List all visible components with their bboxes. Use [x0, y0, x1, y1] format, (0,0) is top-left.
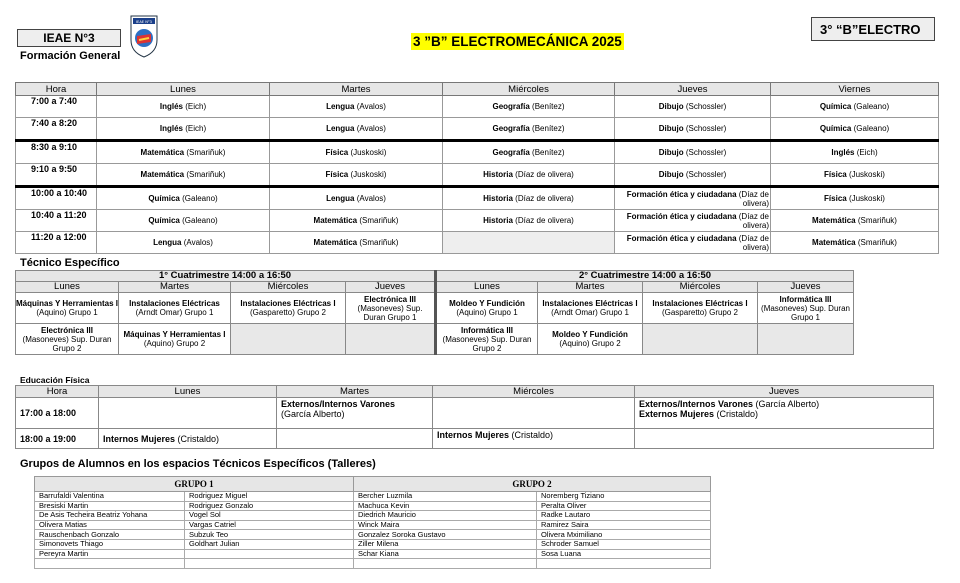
student-name: Olivera Matias	[35, 520, 185, 530]
class-cell	[771, 141, 939, 164]
subject-label: Instalaciones Eléctricas I	[240, 299, 336, 308]
class-cell	[615, 232, 771, 254]
class-cell	[97, 210, 270, 232]
subject-label: Geografía	[492, 102, 530, 111]
student-name	[185, 549, 354, 559]
class-cell	[443, 164, 615, 187]
teacher-label: (Díaz de olivera)	[512, 216, 574, 225]
schedule-cell	[99, 398, 277, 429]
student-name: Radke Lautaro	[537, 511, 711, 521]
edfisica-title: Educación Física	[20, 375, 90, 385]
day-header: Miércoles	[231, 282, 346, 293]
teacher-label: (Díaz de olivera)	[512, 170, 574, 179]
class-cell	[615, 164, 771, 187]
col-header: Martes	[277, 386, 433, 398]
student-name	[354, 559, 537, 569]
student-name: Sosa Luana	[537, 549, 711, 559]
class-cell	[443, 210, 615, 232]
teacher-label: (Aquino) Grupo 2	[143, 339, 206, 348]
class-cell	[97, 232, 270, 254]
schedule-cell	[277, 398, 433, 429]
class-cell	[615, 96, 771, 118]
tecnico-row	[16, 293, 854, 324]
subject-label: Formación ética y ciudadana	[626, 211, 737, 221]
student-row	[35, 539, 711, 549]
subject-label: Química	[148, 216, 180, 225]
class-cell	[270, 96, 443, 118]
hour-cell: 11:20 a 12:00	[16, 232, 97, 254]
class-cell	[97, 141, 270, 164]
hour-cell: 8:30 a 9:10	[16, 141, 97, 164]
student-name: Noremberg Tiziano	[537, 492, 711, 502]
page-title: 3 ”B” ELECTROMECÁNICA 2025	[413, 34, 622, 49]
student-name	[185, 559, 354, 569]
teacher-label: (Arndt Omar) Grupo 1	[551, 308, 629, 317]
teacher-label: (Masoneves) Sup. Duran Grupo 2	[22, 334, 112, 353]
class-cell	[771, 118, 939, 141]
student-name: Subzuk Teo	[185, 530, 354, 540]
class-cell	[615, 187, 771, 210]
class-cell	[443, 141, 615, 164]
class-cell	[270, 187, 443, 210]
teacher-label: (Schossler)	[683, 102, 727, 111]
teacher-label: (Aquino) Grupo 1	[456, 308, 518, 317]
teacher-label: (Galeano)	[851, 102, 890, 111]
subject-label: Dibujo	[658, 102, 684, 111]
grupo-1-header: GRUPO 1	[35, 477, 354, 492]
teacher-label: (Díaz de olivera)	[736, 211, 769, 230]
teacher-label: (Schossler)	[683, 124, 727, 133]
grupos-header-row	[35, 477, 711, 492]
subject-label: Matemática	[812, 216, 856, 225]
timetable-row	[16, 210, 939, 232]
subject-label: Inglés	[159, 124, 183, 133]
svg-text:IEAE N°3: IEAE N°3	[136, 20, 152, 24]
col-header: Miércoles	[443, 83, 615, 96]
teacher-label: (Avalos)	[181, 238, 213, 247]
subject-label: Instalaciones Eléctricas I	[542, 299, 638, 308]
day-header: Jueves	[346, 282, 436, 293]
class-cell	[270, 232, 443, 254]
student-name: Bercher Luzmila	[354, 492, 537, 502]
teacher-label: (Aquino) Grupo 2	[559, 339, 621, 348]
student-name: Goldhart Julian	[185, 539, 354, 549]
student-name	[537, 559, 711, 569]
teacher-label: (Smariñuk)	[855, 216, 897, 225]
subject-label: Lengua	[326, 102, 355, 111]
schedule-cell	[635, 429, 934, 449]
subject-label: Física	[325, 170, 349, 179]
timetable-row	[16, 118, 939, 141]
teacher-label: (Avalos)	[354, 102, 386, 111]
teacher-label: (Benítez)	[529, 102, 565, 111]
student-name: Schar Kiana	[354, 549, 537, 559]
group-label: Externos/Internos Varones	[639, 399, 754, 409]
taller-cell	[643, 293, 758, 324]
teacher-label: (Galeano)	[179, 194, 218, 203]
class-cell	[771, 187, 939, 210]
student-name: De Asis Techeira Beatriz Yohana	[35, 511, 185, 521]
col-header: Lunes	[99, 386, 277, 398]
subject-label: Física	[325, 148, 349, 157]
subject-label: Física	[824, 170, 847, 179]
school-logo-icon	[129, 14, 159, 58]
subject-label: Matemática	[313, 216, 358, 225]
teacher-label: (Galeano)	[179, 216, 218, 225]
subject-label: Matemática	[140, 170, 185, 179]
school-name-box: IEAE N°3	[17, 29, 121, 47]
teacher-label: (Díaz de olivera)	[512, 194, 574, 203]
col-header: Hora	[16, 83, 97, 96]
schedule-cell	[433, 398, 635, 429]
student-name: Winck Maira	[354, 520, 537, 530]
grupos-table	[34, 476, 711, 569]
taller-cell	[758, 324, 854, 355]
col-header: Miércoles	[433, 386, 635, 398]
tecnico-table	[15, 270, 854, 355]
student-name	[35, 559, 185, 569]
class-cell	[443, 187, 615, 210]
subject-label: Historia	[483, 194, 513, 203]
teacher-label: (Díaz de olivera)	[736, 233, 769, 252]
class-cell	[270, 210, 443, 232]
student-row	[35, 530, 711, 540]
schedule-cell	[99, 429, 277, 449]
class-cell	[771, 96, 939, 118]
class-cell	[443, 118, 615, 141]
student-row	[35, 501, 711, 511]
teacher-label: (Benítez)	[529, 148, 565, 157]
teacher-label: (Avalos)	[354, 124, 386, 133]
subject-label: Geografía	[492, 148, 530, 157]
schedule-cell	[433, 429, 635, 449]
subject-label: Instalaciones Eléctricas I	[652, 299, 748, 308]
subject-label: Informática III	[460, 325, 513, 335]
student-name: Simonovets Thiago	[35, 539, 185, 549]
student-name: Vargas Catriel	[185, 520, 354, 530]
timetable-row	[16, 187, 939, 210]
edfisica-header-row	[16, 386, 934, 398]
group-label: Externos Mujeres	[639, 409, 715, 419]
student-name: Rodriguez Miguel	[185, 492, 354, 502]
taller-cell	[436, 324, 538, 355]
cuatrimestre-row	[16, 271, 854, 282]
teacher-label: (Eich)	[854, 148, 878, 157]
teacher-label: (Arndt Omar) Grupo 1	[135, 308, 214, 317]
teacher-label: (Juskoski)	[348, 148, 387, 157]
teacher-label: (Masoneves) Sup. Duran Grupo 1	[761, 303, 850, 322]
subject-label: Lengua	[326, 124, 355, 133]
student-name: Peralta Oliver	[537, 501, 711, 511]
cuatrimestre-2: 2° Cuatrimestre 14:00 a 16:50	[436, 271, 854, 282]
hour-cell: 7:40 a 8:20	[16, 118, 97, 141]
teacher-label: (Juskoski)	[348, 170, 387, 179]
teacher-label: (Smariñuk)	[855, 238, 897, 247]
student-name: Diedrich Mauricio	[354, 511, 537, 521]
subject-label: Lengua	[153, 238, 182, 247]
teacher-label: (Masoneves) Sup. Duran Grupo 1	[357, 303, 423, 322]
student-name: Barrufaldi Valentina	[35, 492, 185, 502]
taller-cell	[538, 324, 643, 355]
main-timetable	[15, 82, 939, 254]
student-name: Rauschenbach Gonzalo	[35, 530, 185, 540]
class-cell	[270, 164, 443, 187]
timetable-row	[16, 141, 939, 164]
teacher-label: (Cristaldo)	[509, 430, 554, 440]
student-name: Vogel Sol	[185, 511, 354, 521]
day-header: Lunes	[16, 282, 119, 293]
timetable-header-row	[16, 83, 939, 96]
subject-label: Formación ética y ciudadana	[626, 233, 737, 243]
subject-label: Electrónica III	[363, 294, 417, 304]
group-label: Externos/Internos Varones	[281, 399, 396, 409]
schedule-cell	[635, 398, 934, 429]
taller-cell	[758, 293, 854, 324]
taller-cell	[119, 293, 231, 324]
student-name: Pereyra Martin	[35, 549, 185, 559]
subject-label: Química	[819, 102, 852, 111]
teacher-label: (Schossler)	[683, 148, 727, 157]
subject-label: Máquinas Y Herramientas I	[123, 330, 226, 339]
hour-cell: 10:00 a 10:40	[16, 187, 97, 210]
student-row	[35, 511, 711, 521]
hour-cell: 9:10 a 9:50	[16, 164, 97, 187]
teacher-label: (Gasparetto) Grupo 2	[661, 308, 739, 317]
taller-cell	[436, 293, 538, 324]
class-cell	[97, 164, 270, 187]
subject-label: Matemática	[812, 238, 856, 247]
class-cell	[771, 164, 939, 187]
teacher-label: (Smariñuk)	[184, 170, 226, 179]
subject-label: Informática III	[779, 294, 832, 304]
taller-cell	[643, 324, 758, 355]
student-row	[35, 549, 711, 559]
student-name: Schroder Samuel	[537, 539, 711, 549]
teacher-label: (Juskoski)	[846, 194, 885, 203]
student-name: Olivera Mximiliano	[537, 530, 711, 540]
student-row	[35, 559, 711, 569]
taller-cell	[346, 324, 436, 355]
subject-label: Química	[148, 194, 180, 203]
subject-label: Física	[824, 194, 847, 203]
teacher-label: (Eich)	[183, 102, 207, 111]
class-cell	[615, 210, 771, 232]
grupo-2-header: GRUPO 2	[354, 477, 711, 492]
taller-cell	[16, 324, 119, 355]
teacher-label: (Galeano)	[851, 124, 890, 133]
class-cell	[97, 96, 270, 118]
subject-label: Historia	[483, 216, 513, 225]
subject-label: Dibujo	[658, 170, 684, 179]
teacher-label: (Eich)	[183, 124, 207, 133]
hour-cell: 10:40 a 11:20	[16, 210, 97, 232]
tecnico-days-row	[16, 282, 854, 293]
class-cell	[270, 141, 443, 164]
edfisica-table	[15, 385, 934, 449]
class-cell	[615, 141, 771, 164]
subject-label: Moldeo Y Fundición	[449, 299, 525, 308]
teacher-label: (Gasparetto) Grupo 2	[249, 308, 327, 317]
subject-label: Formación ética y ciudadana	[626, 189, 737, 199]
course-box: 3° “B”ELECTRO	[811, 17, 935, 41]
teacher-label: (Avalos)	[354, 194, 386, 203]
taller-cell	[346, 293, 436, 324]
taller-cell	[16, 293, 119, 324]
col-header: Jueves	[615, 83, 771, 96]
cuatrimestre-1: 1° Cuatrimestre 14:00 a 16:50	[16, 271, 436, 282]
group-label: Internos Mujeres	[103, 433, 176, 444]
day-header: Miércoles	[643, 282, 758, 293]
taller-cell	[538, 293, 643, 324]
subject-label: Química	[819, 124, 852, 133]
teacher-label: (Masoneves) Sup. Duran Grupo 2	[442, 334, 532, 353]
subject-label: Inglés	[159, 102, 183, 111]
teacher-label: (Smariñuk)	[184, 148, 226, 157]
timetable-row	[16, 96, 939, 118]
col-header: Hora	[16, 386, 99, 398]
taller-cell	[119, 324, 231, 355]
class-cell	[97, 187, 270, 210]
teacher-label: (Díaz de olivera)	[736, 189, 769, 208]
tecnico-row	[16, 324, 854, 355]
teacher-label: (García Alberto)	[281, 409, 345, 419]
formacion-general-label: Formación General	[20, 50, 121, 62]
class-cell	[270, 118, 443, 141]
teacher-label: (Cristaldo)	[175, 433, 220, 444]
subject-label: Instalaciones Eléctricas	[129, 299, 220, 308]
col-header: Jueves	[635, 386, 934, 398]
teacher-label: (Aquino) Grupo 1	[36, 308, 98, 317]
timetable-row	[16, 232, 939, 254]
day-header: Martes	[119, 282, 231, 293]
subject-label: Matemática	[140, 148, 185, 157]
student-row	[35, 520, 711, 530]
subject-label: Dibujo	[658, 148, 684, 157]
student-name: Machuca Kevin	[354, 501, 537, 511]
subject-label: Inglés	[831, 148, 855, 157]
timetable-row	[16, 164, 939, 187]
class-cell	[771, 232, 939, 254]
class-cell	[615, 118, 771, 141]
edfisica-row	[16, 398, 934, 429]
subject-label: Lengua	[326, 194, 355, 203]
col-header: Viernes	[771, 83, 939, 96]
group-label: Internos Mujeres	[437, 430, 510, 440]
tecnico-title: Técnico Específico	[20, 257, 120, 269]
col-header: Lunes	[97, 83, 270, 96]
subject-label: Moldeo Y Fundición	[552, 330, 628, 339]
subject-label: Geografía	[492, 124, 530, 133]
edfisica-row	[16, 429, 934, 449]
class-cell	[771, 210, 939, 232]
col-header: Martes	[270, 83, 443, 96]
teacher-label: (Juskoski)	[846, 170, 885, 179]
subject-label: Dibujo	[658, 124, 684, 133]
teacher-label: (Cristaldo)	[714, 409, 759, 419]
hour-cell: 17:00 a 18:00	[16, 398, 99, 429]
hour-cell: 18:00 a 19:00	[16, 429, 99, 449]
schedule-cell	[277, 429, 433, 449]
hour-cell: 7:00 a 7:40	[16, 96, 97, 118]
class-cell	[443, 232, 615, 254]
teacher-label: (Smariñuk)	[357, 238, 399, 247]
student-name: Ramirez Saira	[537, 520, 711, 530]
teacher-label: (Smariñuk)	[357, 216, 399, 225]
day-header: Lunes	[436, 282, 538, 293]
day-header: Jueves	[758, 282, 854, 293]
teacher-label: (García Alberto)	[753, 399, 820, 409]
student-name: Gonzalez Soroka Gustavo	[354, 530, 537, 540]
subject-label: Historia	[483, 170, 513, 179]
class-cell	[97, 118, 270, 141]
student-name: Bresiski Martin	[35, 501, 185, 511]
day-header: Martes	[538, 282, 643, 293]
taller-cell	[231, 293, 346, 324]
student-row	[35, 492, 711, 502]
class-cell	[443, 96, 615, 118]
grupos-title: Grupos de Alumnos en los espacios Técnicos Específicos (Talleres)	[20, 458, 376, 470]
subject-label: Máquinas Y Herramientas I	[16, 299, 118, 308]
teacher-label: (Benítez)	[529, 124, 565, 133]
student-name: Rodriguez Gonzalo	[185, 501, 354, 511]
taller-cell	[231, 324, 346, 355]
subject-label: Electrónica III	[40, 325, 94, 335]
teacher-label: (Schossler)	[683, 170, 727, 179]
student-name: Ziller Milena	[354, 539, 537, 549]
subject-label: Matemática	[313, 238, 358, 247]
